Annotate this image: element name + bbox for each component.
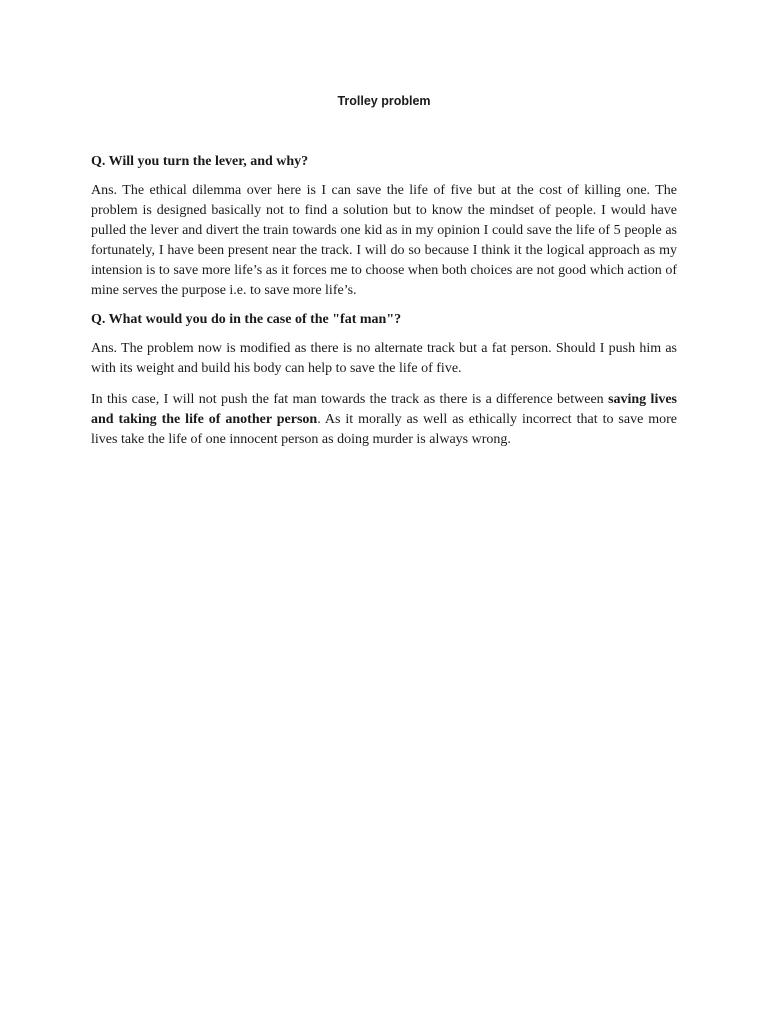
answer-lever: Ans. The ethical dilemma over here is I can save the life of five but at the cost of killing one. The problem is designed basically not to find a solution but to know the mindset of people. I would have pulled the lever and divert the train towards one kid as in my opinion I could save the life of 5 people as fortunately, I have been present near the track. I will do so because I think it the logical approach as my intension is to save more life’s as it forces me to choose when both choices are not good which action of mine serves the purpose i.e. to save more life’s. <box>91 183 677 298</box>
conclusion-text-end: . As it morally as well as ethically incorrect that to save more lives take the life of one innocent person as doing murder is always wrong. <box>91 412 677 447</box>
conclusion-paragraph <box>91 390 677 450</box>
document-body <box>91 152 677 461</box>
document-title: Trolley problem <box>337 94 431 108</box>
answer-fat-man: Ans. The problem now is modified as there is no alternate track but a fat person. Should I push him as with its weight and build his body can help to save the life of five. <box>91 341 677 376</box>
conclusion-emphasis: saving lives and taking the life of another person <box>91 392 678 427</box>
question-fat-man: Q. What would you do in the case of the "fat man"? <box>91 312 402 327</box>
conclusion-text-start: In this case, I will not push the fat man towards the track as there is a difference between <box>91 392 609 407</box>
question-lever: Q. Will you turn the lever, and why? <box>91 154 309 169</box>
